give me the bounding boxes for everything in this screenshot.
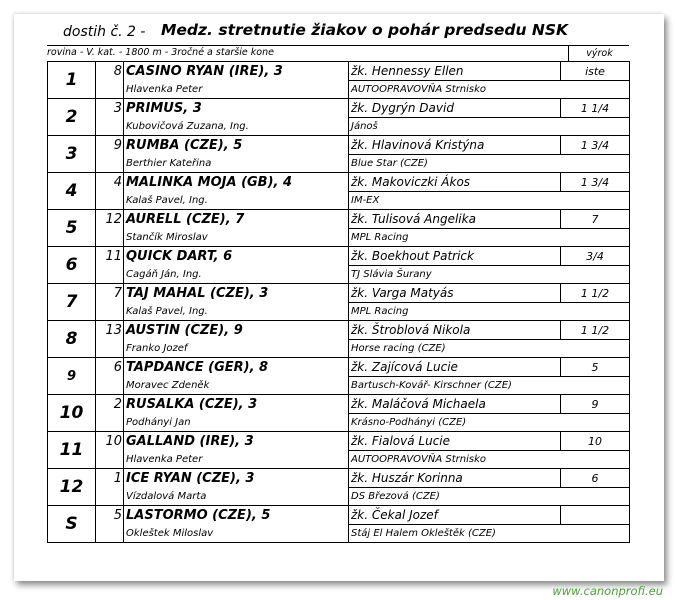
horse-name: RUMBA (CZE), 5 <box>124 136 349 155</box>
owner-name: Krásno-Podhányi (CZE) <box>349 414 630 432</box>
result-margin: 3/4 <box>561 247 630 266</box>
place-cell: 3 <box>48 136 96 173</box>
result-margin: 1 3/4 <box>561 136 630 155</box>
start-number-spacer <box>96 488 124 506</box>
entry-subrow <box>48 414 630 432</box>
start-number-spacer <box>96 414 124 432</box>
race-conditions-row <box>47 45 629 61</box>
horse-name: RUSALKA (CZE), 3 <box>124 395 349 414</box>
start-number-spacer <box>96 377 124 395</box>
start-number: 6 <box>96 358 124 377</box>
race-conditions: rovina - V. kat. - 1800 m - 3ročné a staršie kone <box>47 47 274 58</box>
start-number-spacer <box>96 81 124 99</box>
entry-row <box>48 432 630 451</box>
horse-name: PRIMUS, 3 <box>124 99 349 118</box>
start-number-spacer <box>96 118 124 136</box>
trainer-name: Podhányi Jan <box>124 414 349 432</box>
result-margin: 6 <box>561 469 630 488</box>
start-number: 7 <box>96 284 124 303</box>
start-number: 13 <box>96 321 124 340</box>
owner-name: Horse racing (CZE) <box>349 340 630 358</box>
entry-subrow <box>48 488 630 506</box>
start-number: 9 <box>96 136 124 155</box>
result-margin: iste <box>561 62 630 81</box>
owner-name: MPL Racing <box>349 229 630 247</box>
jockey-name: žk. Maláčová Michaela <box>349 395 561 414</box>
result-margin: 7 <box>561 210 630 229</box>
place-cell: 12 <box>48 469 96 506</box>
result-margin: 1 1/4 <box>561 99 630 118</box>
place-cell: 2 <box>48 99 96 136</box>
start-number: 5 <box>96 506 124 525</box>
entry-subrow <box>48 155 630 173</box>
result-margin: 1 1/2 <box>561 284 630 303</box>
place-cell: 8 <box>48 321 96 358</box>
trainer-name: Moravec Zdeněk <box>124 377 349 395</box>
horse-name: QUICK DART, 6 <box>124 247 349 266</box>
owner-name: DS Březová (CZE) <box>349 488 630 506</box>
result-margin <box>561 506 630 525</box>
owner-name: Blue Star (CZE) <box>349 155 630 173</box>
start-number: 8 <box>96 62 124 81</box>
start-number-spacer <box>96 229 124 247</box>
trainer-name: Hlavenka Peter <box>124 451 349 469</box>
race-name: Medz. stretnutie žiakov o pohár predsedu NSK <box>161 21 569 39</box>
entry-row <box>48 506 630 525</box>
jockey-name: žk. Varga Matyás <box>349 284 561 303</box>
start-number-spacer <box>96 451 124 469</box>
results-document <box>47 21 629 543</box>
watermark: www.canonprofi.eu <box>552 584 663 598</box>
entry-subrow <box>48 229 630 247</box>
jockey-name: žk. Hennessy Ellen <box>349 62 561 81</box>
trainer-name: Franko Jozef <box>124 340 349 358</box>
trainer-name: Cagáň Ján, Ing. <box>124 266 349 284</box>
entry-subrow <box>48 303 630 321</box>
jockey-name: žk. Hlavinová Kristýna <box>349 136 561 155</box>
result-margin: 1 3/4 <box>561 173 630 192</box>
start-number-spacer <box>96 192 124 210</box>
jockey-name: žk. Boekhout Patrick <box>349 247 561 266</box>
jockey-name: žk. Dygrýn David <box>349 99 561 118</box>
place-cell: 7 <box>48 284 96 321</box>
place-cell: S <box>48 506 96 543</box>
trainer-name: Hlavenka Peter <box>124 81 349 99</box>
entry-row <box>48 210 630 229</box>
trainer-name: Kubovičová Zuzana, Ing. <box>124 118 349 136</box>
start-number-spacer <box>96 303 124 321</box>
entry-row <box>48 247 630 266</box>
owner-name: IM-EX <box>349 192 630 210</box>
place-cell: 11 <box>48 432 96 469</box>
place-cell: 6 <box>48 247 96 284</box>
start-number: 10 <box>96 432 124 451</box>
horse-name: LASTORMO (CZE), 5 <box>124 506 349 525</box>
owner-name: AUTOOPRAVOVŇA Strnisko <box>349 81 630 99</box>
place-cell: 10 <box>48 395 96 432</box>
entry-subrow <box>48 451 630 469</box>
entry-row <box>48 136 630 155</box>
entry-row <box>48 395 630 414</box>
owner-name: AUTOOPRAVOVŇA Strnisko <box>349 451 630 469</box>
jockey-name: žk. Zajícová Lucie <box>349 358 561 377</box>
entry-row <box>48 284 630 303</box>
horse-name: MALINKA MOJA (GB), 4 <box>124 173 349 192</box>
trainer-name: Berthier Kateřina <box>124 155 349 173</box>
place-cell: 4 <box>48 173 96 210</box>
jockey-name: žk. Makoviczki Ákos <box>349 173 561 192</box>
trainer-name: Vízdalová Marta <box>124 488 349 506</box>
jockey-name: žk. Huszár Korinna <box>349 469 561 488</box>
horse-name: AURELL (CZE), 7 <box>124 210 349 229</box>
trainer-name: Kalaš Pavel, Ing. <box>124 303 349 321</box>
horse-name: TAJ MAHAL (CZE), 3 <box>124 284 349 303</box>
place-cell: 9 <box>48 358 96 395</box>
jockey-name: žk. Štroblová Nikola <box>349 321 561 340</box>
race-title <box>47 21 629 45</box>
start-number-spacer <box>96 340 124 358</box>
horse-name: ICE RYAN (CZE), 3 <box>124 469 349 488</box>
horse-name: CASINO RYAN (IRE), 3 <box>124 62 349 81</box>
start-number-spacer <box>96 266 124 284</box>
entry-subrow <box>48 266 630 284</box>
jockey-name: žk. Tulisová Angelika <box>349 210 561 229</box>
trainer-name: Okleštek Miloslav <box>124 525 349 543</box>
start-number: 1 <box>96 469 124 488</box>
entry-subrow <box>48 192 630 210</box>
results-sheet <box>14 14 664 581</box>
entry-subrow <box>48 340 630 358</box>
results-table <box>47 61 630 543</box>
trainer-name: Stančík Miroslav <box>124 229 349 247</box>
start-number: 2 <box>96 395 124 414</box>
start-number-spacer <box>96 155 124 173</box>
result-margin: 10 <box>561 432 630 451</box>
race-number: dostih č. 2 - <box>63 24 146 40</box>
horse-name: TAPDANCE (GER), 8 <box>124 358 349 377</box>
start-number: 4 <box>96 173 124 192</box>
entry-subrow <box>48 525 630 543</box>
entry-row <box>48 62 630 81</box>
entry-subrow <box>48 81 630 99</box>
entry-subrow <box>48 377 630 395</box>
result-margin: 9 <box>561 395 630 414</box>
jockey-name: žk. Fialová Lucie <box>349 432 561 451</box>
entry-row <box>48 99 630 118</box>
start-number: 3 <box>96 99 124 118</box>
result-header: výrok <box>568 46 630 61</box>
start-number: 12 <box>96 210 124 229</box>
horse-name: AUSTIN (CZE), 9 <box>124 321 349 340</box>
entry-row <box>48 173 630 192</box>
place-cell: 5 <box>48 210 96 247</box>
owner-name: MPL Racing <box>349 303 630 321</box>
owner-name: TJ Slávia Šurany <box>349 266 630 284</box>
entry-subrow <box>48 118 630 136</box>
entry-row <box>48 469 630 488</box>
owner-name: Stáj El Halem Okleštěk (CZE) <box>349 525 630 543</box>
owner-name: Bartusch-Kovář- Kirschner (CZE) <box>349 377 630 395</box>
horse-name: GALLAND (IRE), 3 <box>124 432 349 451</box>
entry-row <box>48 321 630 340</box>
start-number-spacer <box>96 525 124 543</box>
jockey-name: žk. Čekal Jozef <box>349 506 561 525</box>
owner-name: Jánoš <box>349 118 630 136</box>
result-margin: 1 1/2 <box>561 321 630 340</box>
start-number: 11 <box>96 247 124 266</box>
entry-row <box>48 358 630 377</box>
place-cell: 1 <box>48 62 96 99</box>
result-margin: 5 <box>561 358 630 377</box>
trainer-name: Kalaš Pavel, Ing. <box>124 192 349 210</box>
